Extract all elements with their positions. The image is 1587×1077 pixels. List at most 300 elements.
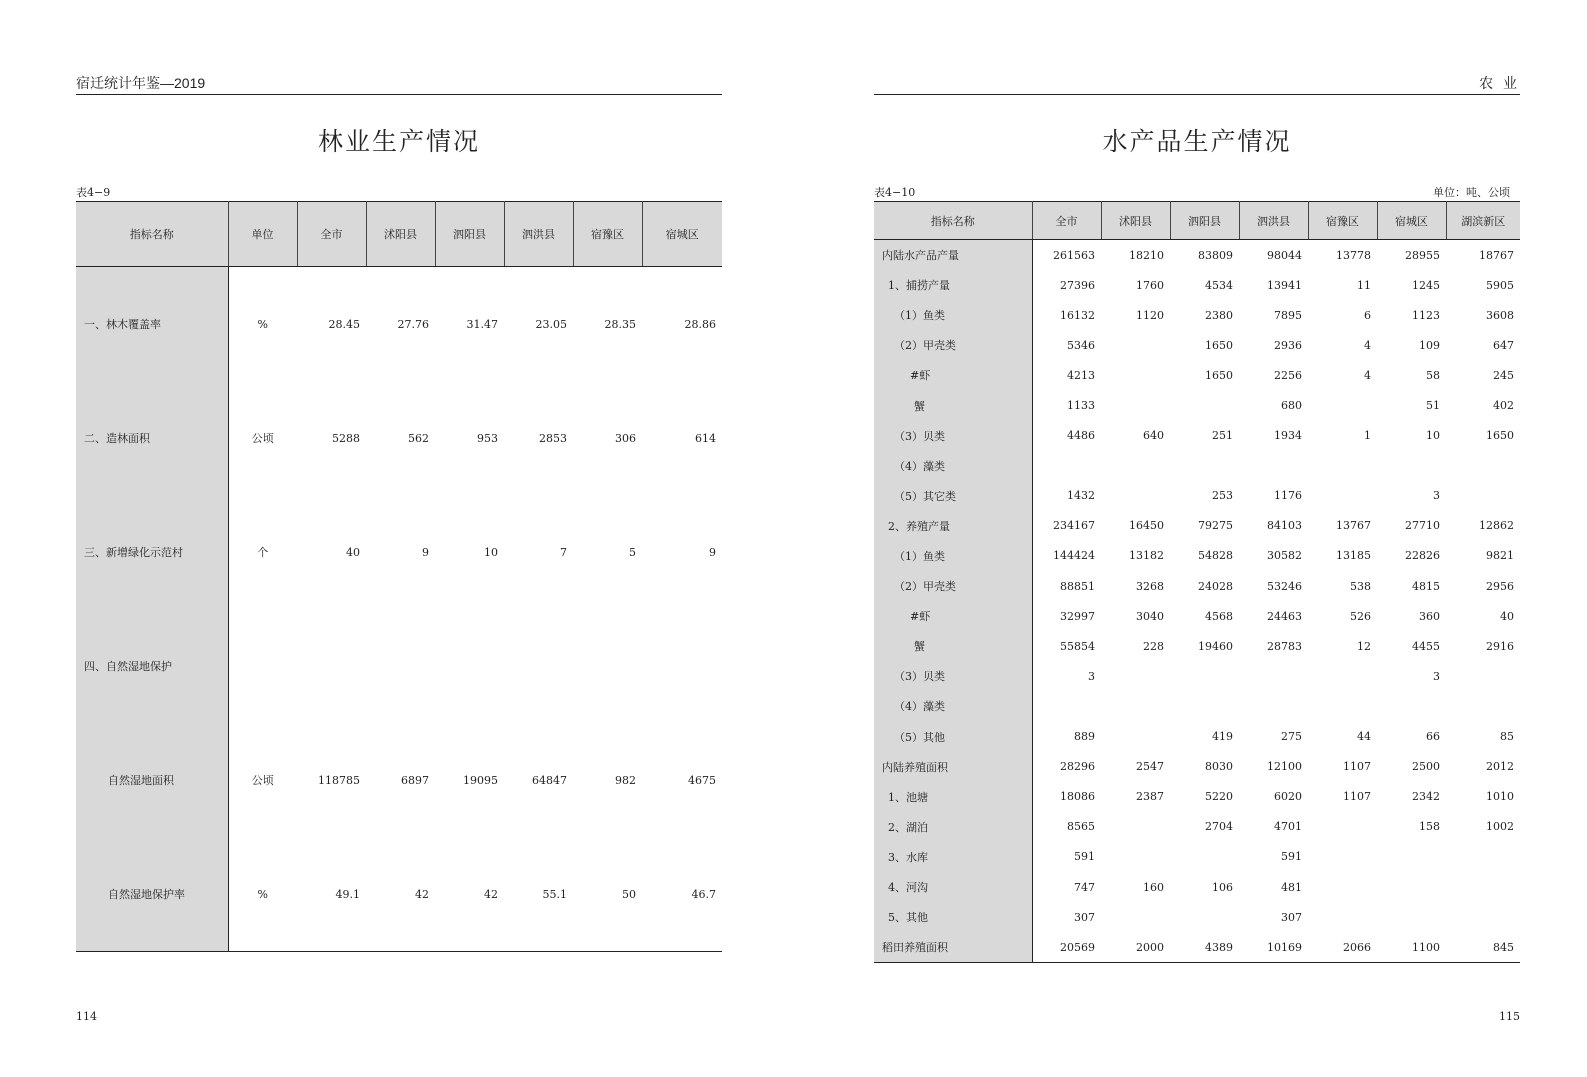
table-cell: % <box>257 887 268 901</box>
table-body <box>874 240 1520 963</box>
table-number: 表4−10 <box>874 186 916 199</box>
table-cell <box>1308 661 1377 691</box>
table-cell <box>1377 902 1446 932</box>
table-cell: 3 <box>1088 669 1095 683</box>
table-cell <box>297 609 366 723</box>
table-cell: 4455 <box>1412 639 1440 653</box>
table-cell: 953 <box>477 431 498 445</box>
table-cell <box>1170 661 1239 691</box>
page-title: 水产品生产情况 <box>1102 127 1292 156</box>
table-cell: 1 <box>1364 429 1371 443</box>
table-row <box>874 661 1520 691</box>
table-cell: 1107 <box>1343 790 1371 804</box>
table-cell: 261563 <box>1053 248 1095 262</box>
column-header: 泗阳县 <box>435 202 504 267</box>
table-cell: 5 <box>629 545 636 559</box>
table-cell: （5）其它类 <box>874 481 1032 511</box>
table-cell: 4815 <box>1412 579 1440 593</box>
table-row <box>874 752 1520 782</box>
table-cell: 30582 <box>1267 549 1302 563</box>
table-cell: 9 <box>709 545 716 559</box>
table-row <box>76 723 722 837</box>
table-cell: 79275 <box>1198 519 1233 533</box>
table-row <box>874 812 1520 842</box>
table-cell <box>1032 451 1101 481</box>
table-cell: 1107 <box>1343 760 1371 774</box>
table-cell <box>435 609 504 723</box>
table-cell <box>1170 842 1239 872</box>
table-cell: 49.1 <box>335 887 360 901</box>
table-cell: 1760 <box>1136 278 1164 292</box>
table-cell: 23.05 <box>535 317 567 331</box>
table-row <box>874 902 1520 932</box>
table-cell: 4 <box>1364 338 1371 352</box>
table-cell <box>1446 481 1520 511</box>
table-cell: 公顷 <box>251 774 274 787</box>
table-cell: 58 <box>1426 368 1440 382</box>
table-row <box>874 511 1520 541</box>
table-cell <box>1239 451 1308 481</box>
table-cell: 106 <box>1212 880 1233 894</box>
table-cell: 四、自然湿地保护 <box>76 609 228 723</box>
table-cell: 4389 <box>1205 940 1233 954</box>
table-cell: 85 <box>1500 730 1514 744</box>
table-row <box>76 267 722 382</box>
page-title: 林业生产情况 <box>317 127 480 156</box>
table-cell <box>573 609 642 723</box>
table-cell: 2916 <box>1486 639 1514 653</box>
table-cell: 3 <box>1433 489 1440 503</box>
table-cell <box>1101 330 1170 360</box>
unit-note: 单位：吨、公顷 <box>1433 186 1510 199</box>
table-cell <box>1308 842 1377 872</box>
table-cell: 98044 <box>1267 248 1302 262</box>
table-row <box>874 722 1520 752</box>
table-cell: 4701 <box>1274 820 1302 834</box>
table-cell: 2256 <box>1274 368 1302 382</box>
table-cell: 13767 <box>1336 519 1371 533</box>
table-cell: 4213 <box>1067 368 1095 382</box>
table-cell <box>504 609 573 723</box>
table-cell: 1、捕捞产量 <box>874 270 1032 300</box>
table-cell <box>1101 661 1170 691</box>
table-cell <box>1446 842 1520 872</box>
table-cell: 16450 <box>1129 519 1164 533</box>
table-cell: 2500 <box>1412 760 1440 774</box>
table-cell: （1）鱼类 <box>874 300 1032 330</box>
table-row <box>874 421 1520 451</box>
table-cell: 2387 <box>1136 790 1164 804</box>
table-cell: 18086 <box>1060 790 1095 804</box>
table-cell: 2547 <box>1136 760 1164 774</box>
table-row <box>874 481 1520 511</box>
table-cell: 88851 <box>1060 579 1095 593</box>
table-cell: 1133 <box>1067 399 1095 413</box>
table-body <box>76 267 722 952</box>
table-cell: （3）贝类 <box>874 421 1032 451</box>
table-cell: 306 <box>615 431 636 445</box>
table-cell: 1120 <box>1136 308 1164 322</box>
column-header: 宿豫区 <box>1308 202 1377 240</box>
table-cell: 28.86 <box>684 317 716 331</box>
table-cell: 1650 <box>1486 429 1514 443</box>
table-cell: % <box>257 317 268 331</box>
table-cell: 1432 <box>1067 489 1095 503</box>
table-cell: 9821 <box>1486 549 1514 563</box>
table-cell: 5905 <box>1486 278 1514 292</box>
table-cell: 12 <box>1357 639 1371 653</box>
table-row <box>76 609 722 723</box>
column-header: 全市 <box>297 202 366 267</box>
table-cell <box>642 609 722 723</box>
table-cell: 55854 <box>1060 639 1095 653</box>
table-cell <box>1446 661 1520 691</box>
table-cell: 53246 <box>1267 579 1302 593</box>
table-cell: 蟹 <box>874 631 1032 661</box>
table-cell: 251 <box>1212 429 1233 443</box>
table-cell: 889 <box>1074 730 1095 744</box>
table-cell: 2853 <box>539 431 567 445</box>
table-cell <box>1377 842 1446 872</box>
table-cell: 10169 <box>1267 940 1302 954</box>
column-header: 沭阳县 <box>366 202 435 267</box>
table-cell <box>366 609 435 723</box>
table-row <box>874 571 1520 601</box>
table-cell: 50 <box>622 887 636 901</box>
table-cell: #虾 <box>874 360 1032 390</box>
table-cell: 10 <box>1426 429 1440 443</box>
table-cell: 9 <box>422 545 429 559</box>
running-header: 宿迁统计年鉴—2019 <box>76 74 722 95</box>
table-cell: 307 <box>1074 910 1095 924</box>
table-cell <box>1446 451 1520 481</box>
table-cell: 6 <box>1364 308 1371 322</box>
table-cell: 234167 <box>1053 519 1095 533</box>
table-cell: 内陆水产品产量 <box>874 240 1032 271</box>
table-cell: 12100 <box>1267 760 1302 774</box>
table-cell: （4）藻类 <box>874 691 1032 721</box>
table-cell: 419 <box>1212 730 1233 744</box>
table-cell <box>1239 691 1308 721</box>
table-cell: 8565 <box>1067 820 1095 834</box>
table-cell: 27.76 <box>397 317 429 331</box>
table-cell <box>1377 451 1446 481</box>
table-cell: 内陆养殖面积 <box>874 752 1032 782</box>
table-cell: 27710 <box>1405 519 1440 533</box>
table-cell: 6020 <box>1274 790 1302 804</box>
table-cell: 6897 <box>401 773 429 787</box>
table-cell: （4）藻类 <box>874 451 1032 481</box>
column-header: 泗洪县 <box>1239 202 1308 240</box>
table-cell: 1934 <box>1274 429 1302 443</box>
column-header: 沭阳县 <box>1101 202 1170 240</box>
table-cell <box>1101 390 1170 420</box>
table-cell: 18767 <box>1479 248 1514 262</box>
table-cell: 54828 <box>1198 549 1233 563</box>
table-cell: 2、湖泊 <box>874 812 1032 842</box>
table-cell: 118785 <box>318 773 360 787</box>
table-cell: 982 <box>615 773 636 787</box>
column-header: 湖滨新区 <box>1446 202 1520 240</box>
table-cell: 一、林木覆盖率 <box>76 267 228 382</box>
table-cell: 1245 <box>1412 278 1440 292</box>
table-cell: 158 <box>1419 820 1440 834</box>
right-page <box>874 0 1520 1077</box>
table-cell <box>228 609 297 723</box>
table-cell <box>1170 451 1239 481</box>
table-cell: 二、造林面积 <box>76 381 228 495</box>
table-cell: 5220 <box>1205 790 1233 804</box>
table-cell <box>1170 390 1239 420</box>
table-cell <box>1446 691 1520 721</box>
table-cell: 5288 <box>332 431 360 445</box>
column-header: 指标名称 <box>874 202 1032 240</box>
table-cell: （2）甲壳类 <box>874 571 1032 601</box>
table-cell: 55.1 <box>542 887 567 901</box>
table-cell <box>1101 902 1170 932</box>
table-cell: 28296 <box>1060 760 1095 774</box>
table-header-row <box>76 202 722 267</box>
page-number: 115 <box>1499 1010 1520 1023</box>
table-cell: 83809 <box>1198 248 1233 262</box>
table-cell: （3）贝类 <box>874 661 1032 691</box>
table-cell: 845 <box>1493 940 1514 954</box>
table-cell: 1、池塘 <box>874 782 1032 812</box>
table-cell <box>1239 661 1308 691</box>
table-row <box>874 872 1520 902</box>
table-cell: 40 <box>346 545 360 559</box>
table-cell <box>1308 481 1377 511</box>
table-cell: 11 <box>1357 278 1371 292</box>
table-cell: 4675 <box>688 773 716 787</box>
table-cell: 275 <box>1281 730 1302 744</box>
column-header: 宿城区 <box>642 202 722 267</box>
table-cell: 109 <box>1419 338 1440 352</box>
table-cell: 4534 <box>1205 278 1233 292</box>
table-cell: 614 <box>695 431 716 445</box>
table-cell: 64847 <box>532 773 567 787</box>
table-cell: 647 <box>1493 338 1514 352</box>
column-header: 宿城区 <box>1377 202 1446 240</box>
table-cell: 个 <box>257 546 269 559</box>
table-cell: 2380 <box>1205 308 1233 322</box>
table-cell: 28.45 <box>328 317 360 331</box>
table-cell: 27396 <box>1060 278 1095 292</box>
table-cell: 4568 <box>1205 609 1233 623</box>
table-cell: 2342 <box>1412 790 1440 804</box>
table-cell: 1100 <box>1412 940 1440 954</box>
table-row <box>874 601 1520 631</box>
table-row <box>874 300 1520 330</box>
table-cell: 4 <box>1364 368 1371 382</box>
table-cell: 680 <box>1281 399 1302 413</box>
table-row <box>874 360 1520 390</box>
table-row <box>874 782 1520 812</box>
table-cell <box>1446 902 1520 932</box>
table-cell: 8030 <box>1205 760 1233 774</box>
table-cell: 2956 <box>1486 579 1514 593</box>
table-cell: 44 <box>1357 730 1371 744</box>
table-cell: 12862 <box>1479 519 1514 533</box>
table-cell <box>1101 360 1170 390</box>
table-cell <box>1101 691 1170 721</box>
table-cell: 3608 <box>1486 308 1514 322</box>
table-cell: 1123 <box>1412 308 1440 322</box>
table-cell: 538 <box>1350 579 1371 593</box>
table-cell: 28.35 <box>604 317 636 331</box>
table-cell <box>1308 691 1377 721</box>
table-cell: 144424 <box>1053 549 1095 563</box>
table-cell: 160 <box>1143 880 1164 894</box>
table-cell: 3、水库 <box>874 842 1032 872</box>
table-cell: 19460 <box>1198 639 1233 653</box>
table-row <box>874 390 1520 420</box>
table-cell: 13185 <box>1336 549 1371 563</box>
running-header: 农 业 <box>874 74 1520 95</box>
table-cell: 7895 <box>1274 308 1302 322</box>
aquatic-products-table <box>874 201 1520 963</box>
table-cell: 253 <box>1212 489 1233 503</box>
column-header: 指标名称 <box>76 202 228 267</box>
table-cell <box>1101 481 1170 511</box>
table-cell: 1650 <box>1205 368 1233 382</box>
column-header: 全市 <box>1032 202 1101 240</box>
table-cell: #虾 <box>874 601 1032 631</box>
table-cell: 40 <box>1500 609 1514 623</box>
table-cell: 42 <box>484 887 498 901</box>
table-cell: 公顷 <box>251 432 274 445</box>
table-cell: 307 <box>1281 910 1302 924</box>
column-header: 泗阳县 <box>1170 202 1239 240</box>
table-cell: 228 <box>1143 639 1164 653</box>
table-cell: 24463 <box>1267 609 1302 623</box>
column-header: 泗洪县 <box>504 202 573 267</box>
table-cell: 591 <box>1074 850 1095 864</box>
table-cell: 2936 <box>1274 338 1302 352</box>
table-cell <box>1101 722 1170 752</box>
table-cell <box>1308 872 1377 902</box>
table-cell <box>1446 872 1520 902</box>
table-cell: 31.47 <box>466 317 498 331</box>
table-cell: 10 <box>484 545 498 559</box>
table-row <box>874 330 1520 360</box>
table-cell: 526 <box>1350 609 1371 623</box>
table-cell: 1002 <box>1486 820 1514 834</box>
table-row <box>874 932 1520 963</box>
table-cell: 19095 <box>463 773 498 787</box>
table-cell <box>1170 691 1239 721</box>
left-page <box>76 0 722 1077</box>
table-cell: 1650 <box>1205 338 1233 352</box>
table-cell <box>1308 812 1377 842</box>
table-cell: 13778 <box>1336 248 1371 262</box>
table-row <box>874 270 1520 300</box>
forestry-table <box>76 201 722 952</box>
table-cell: 640 <box>1143 429 1164 443</box>
table-row <box>76 381 722 495</box>
table-cell: 2704 <box>1205 820 1233 834</box>
table-row <box>874 451 1520 481</box>
table-cell: 5、其他 <box>874 902 1032 932</box>
table-cell: 2012 <box>1486 760 1514 774</box>
table-cell: 747 <box>1074 880 1095 894</box>
table-cell: 1010 <box>1486 790 1514 804</box>
table-cell: （5）其他 <box>874 722 1032 752</box>
table-row <box>76 837 722 952</box>
page-number: 114 <box>76 1010 97 1023</box>
table-cell: 3 <box>1433 669 1440 683</box>
table-row <box>874 631 1520 661</box>
table-cell: 22826 <box>1405 549 1440 563</box>
table-cell: 18210 <box>1129 248 1164 262</box>
table-cell <box>1170 902 1239 932</box>
table-cell: 4、河沟 <box>874 872 1032 902</box>
table-cell: 3040 <box>1136 609 1164 623</box>
table-cell: 591 <box>1281 850 1302 864</box>
table-cell: 46.7 <box>691 887 716 901</box>
table-cell: 7 <box>560 545 567 559</box>
table-cell: 自然湿地面积 <box>76 723 228 837</box>
table-row <box>76 495 722 609</box>
table-cell: 245 <box>1493 368 1514 382</box>
table-cell: 360 <box>1419 609 1440 623</box>
table-cell: 66 <box>1426 730 1440 744</box>
table-cell: 自然湿地保护率 <box>76 837 228 952</box>
table-cell: 28783 <box>1267 639 1302 653</box>
table-cell <box>1032 691 1101 721</box>
table-cell: 2000 <box>1136 940 1164 954</box>
table-cell <box>1308 451 1377 481</box>
table-row <box>874 691 1520 721</box>
table-cell: 42 <box>415 887 429 901</box>
table-cell: 562 <box>408 431 429 445</box>
table-cell: 28955 <box>1405 248 1440 262</box>
column-header: 宿豫区 <box>573 202 642 267</box>
table-cell: 2066 <box>1343 940 1371 954</box>
table-header-row <box>874 202 1520 240</box>
table-cell <box>1101 842 1170 872</box>
table-cell: （2）甲壳类 <box>874 330 1032 360</box>
table-row <box>874 240 1520 271</box>
table-cell: 481 <box>1281 880 1302 894</box>
table-cell: （1）鱼类 <box>874 541 1032 571</box>
table-cell <box>1377 872 1446 902</box>
table-cell: 13182 <box>1129 549 1164 563</box>
table-cell: 84103 <box>1267 519 1302 533</box>
table-cell: 1176 <box>1274 489 1302 503</box>
table-cell: 16132 <box>1060 308 1095 322</box>
table-cell: 402 <box>1493 399 1514 413</box>
table-row <box>874 541 1520 571</box>
table-cell: 稻田养殖面积 <box>874 932 1032 963</box>
table-cell: 5346 <box>1067 338 1095 352</box>
column-header: 单位 <box>228 202 297 267</box>
table-row <box>874 842 1520 872</box>
table-cell: 3268 <box>1136 579 1164 593</box>
table-cell <box>1308 390 1377 420</box>
table-cell: 51 <box>1426 399 1440 413</box>
table-cell: 三、新增绿化示范村 <box>76 495 228 609</box>
table-cell <box>1101 451 1170 481</box>
table-cell <box>1377 691 1446 721</box>
table-cell <box>1308 902 1377 932</box>
table-cell <box>1101 812 1170 842</box>
table-cell: 蟹 <box>874 390 1032 420</box>
table-cell: 32997 <box>1060 609 1095 623</box>
table-cell: 2、养殖产量 <box>874 511 1032 541</box>
table-cell: 24028 <box>1198 579 1233 593</box>
table-number: 表4−9 <box>76 186 111 199</box>
